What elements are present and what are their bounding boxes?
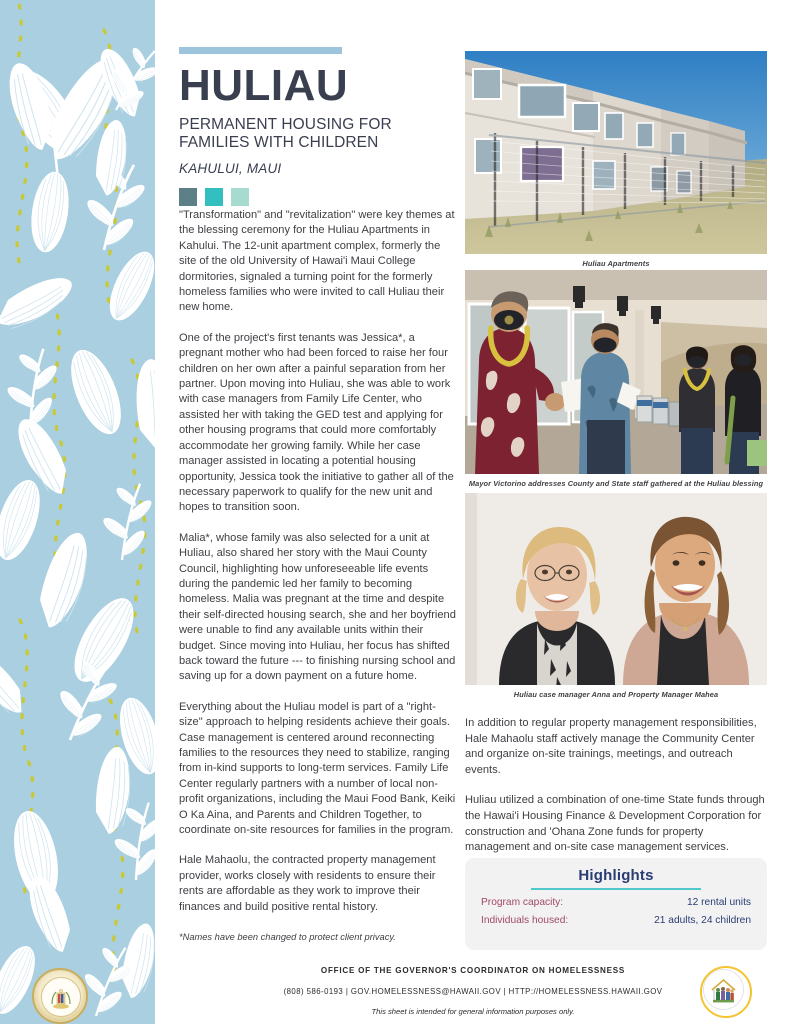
- botanical-sidebar: [0, 0, 155, 1024]
- main-content: [155, 0, 791, 1024]
- highlights-title: Highlights: [578, 867, 654, 884]
- highlights-label-individuals: Individuals housed:: [481, 915, 569, 926]
- right-paragraph-2: Huliau utilized a combination of one-time State funds through the Hawai'i Housing Finance & Development Corporation for construction and 'Ohana Zone funds for property management and on-site case management services.: [465, 794, 765, 854]
- highlights-value-capacity: 12 rental units: [687, 897, 751, 908]
- highlights-row-capacity: [465, 890, 767, 908]
- swatch-3: [231, 188, 249, 206]
- header-rule: [179, 47, 342, 54]
- homelessness-program-logo: [700, 966, 752, 1018]
- page-title: HULIAU: [179, 61, 349, 110]
- right-paragraph-1: In addition to regular property management responsibilities, Hale Mahaolu staff actively manage the Community Center and organize on-site trainings, meetings, and outreach events.: [465, 717, 757, 776]
- document-header: [179, 47, 469, 206]
- footer-office-name: OFFICE OF THE GOVERNOR'S COORDINATOR ON HOMELESSNESS: [320, 966, 626, 975]
- highlights-panel: [465, 858, 767, 950]
- paragraph-5: Hale Mahaolu, the contracted property management provider, works closely with residents to ensure their rents are affordable as they work to improve their finances and build positive rental history.: [179, 854, 436, 913]
- photo-caption-1: Huliau Apartments: [582, 259, 650, 268]
- page-subtitle: [179, 116, 469, 152]
- logo-emblem: [702, 968, 745, 1011]
- apartments-image: [465, 51, 767, 254]
- seal-emblem: [46, 988, 76, 1010]
- privacy-footnote: *Names have been changed to protect client privacy.: [179, 932, 396, 943]
- footer-disclaimer: This sheet is intended for general information purposes only.: [371, 1007, 575, 1016]
- huliau-apartments-photo: [465, 51, 767, 254]
- paragraph-4: Everything about the Huliau model is part of a "right-size" approach to helping residents achieve their goals. Case management is centered around reconnecting families to the resources they need to stabilize, ranging from in-kind supports to long-term services. Family Life Center regularly partners with a number of local non-profit organizations, including the Maui Food Bank, Keiki O Ka Aina, and Parents and Children Together, to coordinate on-site resources for families in the program.: [179, 700, 456, 837]
- right-text-column: [465, 716, 767, 871]
- swatch-1: [179, 188, 197, 206]
- staff-portrait-photo: [465, 493, 767, 685]
- huliau-blessing-photo: [465, 270, 767, 474]
- leaf-pattern-graphic: [0, 0, 155, 1024]
- paragraph-3: Malia*, whose family was also selected for a unit at Huliau, also shared her story with the Maui County Council, highlighting how unforeseeable life events during the pandemic led her family to becoming homeless. Malia was pregnant at the time and despite their self-directed housing search, she and her boyfriend were unable to find any available units within their budget. Since moving into Huliau, her focus has shifted back toward the future --- to finishing nursing school and saving up for a down payment on a future home.: [179, 531, 456, 683]
- left-text-column: [179, 208, 456, 945]
- highlights-label-capacity: Program capacity:: [481, 897, 564, 908]
- highlights-row-individuals: [465, 908, 767, 926]
- portrait-image: [465, 493, 767, 685]
- location-label: KAHULUI, MAUI: [179, 161, 282, 176]
- color-swatch-group: [179, 188, 469, 206]
- photo-caption-3: Huliau case manager Anna and Property Manager Mahea: [513, 690, 719, 699]
- subtitle-line-2: FAMILIES WITH CHILDREN: [179, 134, 379, 151]
- highlights-value-individuals: 21 adults, 24 children: [654, 915, 751, 926]
- footer-contact-line: (808) 586-0193 | GOV.HOMELESSNESS@HAWAII.GOV | HTTP://HOMELESSNESS.HAWAII.GOV: [283, 987, 663, 996]
- paragraph-1: "Transformation" and "revitalization" were key themes at the blessing ceremony for the Huliau Apartments in Kahului. The 12-unit apartment complex, formerly the site of the old University of Hawai'i Maui College dormitories, signaled a turning point for the formerly homeless families who were invited to call Huliau their new home.: [179, 209, 455, 314]
- paragraph-2: One of the project's first tenants was Jessica*, a pregnant mother who had been forced to raise her four children on her own after a painful separation from her partner. Upon moving into Huliau, she was able to work with case managers from Family Life Center, who assisted her with taking the GED test and applying for other housing programs that could more comfortably accommodate her growing family. While her case manager assisted in locating a potential housing opportunity, Jessica took the initiative to gather all of the necessary paperwork to qualify for the new unit and hopes to transition soon.: [179, 331, 454, 514]
- page-footer: [155, 958, 791, 1016]
- photo-caption-2: Mayor Victorino addresses County and State staff gathered at the Huliau blessing: [468, 479, 764, 488]
- subtitle-line-1: PERMANENT HOUSING FOR: [179, 116, 392, 133]
- hawaii-state-seal: [32, 968, 88, 1024]
- swatch-2: [205, 188, 223, 206]
- blessing-image: [465, 270, 767, 474]
